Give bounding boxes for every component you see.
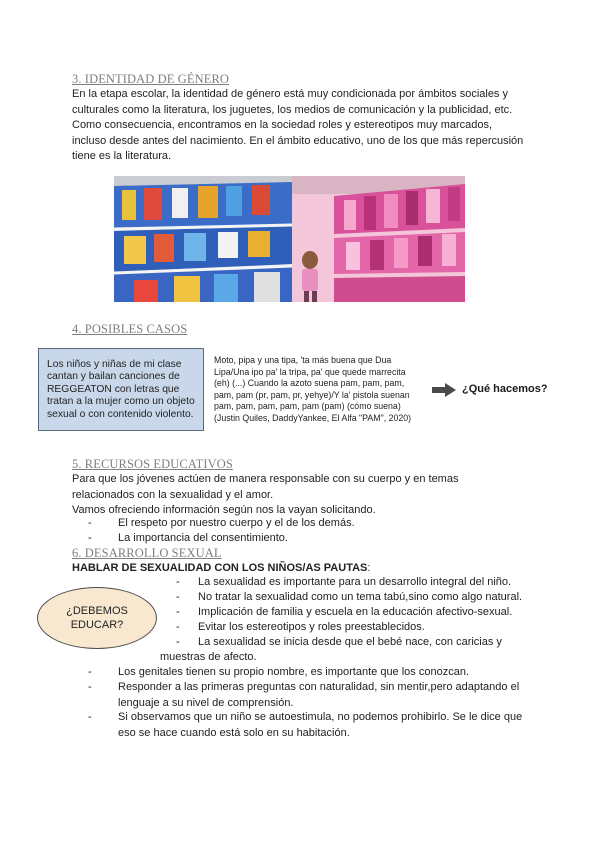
list-item: - La sexualidad es importante para un desarrollo integral del niño. bbox=[176, 576, 512, 588]
section-4-heading: 4. POSIBLES CASOS bbox=[72, 322, 188, 336]
case-line: Los niños y niñas de mi clase bbox=[47, 359, 182, 370]
paragraph-line: relacionados con la sexualidad y el amor. bbox=[72, 488, 274, 501]
lyric-line: Lipa/Una ipo pa' la tripa, pa' que quede marrecita bbox=[214, 366, 406, 377]
lyric-line: pam, pam (pr, pam, pr, yehye)/Y la' pistola suenan bbox=[214, 389, 410, 400]
list-item: - Evitar los estereotipos y roles preestablecidos. bbox=[176, 621, 425, 633]
case-line: sexual o con contenido violento. bbox=[47, 408, 194, 420]
list-item: - Si observamos que un niño se autoestimula, no podemos prohibirlo. Se le dice que eso se hace cuando está solo en su habitación. bbox=[88, 711, 523, 739]
case-line: REGGEATON con letras que bbox=[47, 383, 180, 395]
section-3-heading: 3. IDENTIDAD DE GÉNERO bbox=[72, 72, 230, 86]
lyric-line: Moto, pipa y una tipa, 'ta más buena que Dua bbox=[214, 355, 392, 365]
section-6-subheading: HABLAR DE SEXUALIDAD CON LOS NIÑOS/AS PAUTAS: bbox=[72, 562, 371, 574]
list-item: - La importancia del consentimiento. bbox=[88, 532, 288, 544]
list-item: - Los genitales tienen su propio nombre, es importante que los conozcan. bbox=[88, 666, 469, 678]
paragraph-line: culturales como la literatura, los juguetes, los medios de comunicación y la publicidad, etc. bbox=[72, 103, 513, 116]
section-5-paragraph bbox=[72, 472, 542, 519]
list-item: - No tratar la sexualidad como un tema tabú,sino como algo natural. bbox=[176, 591, 523, 603]
toy-aisle-photo bbox=[114, 176, 465, 302]
lyric-line: (Justin Quiles, DaddyYankee, El Alfa "PAM", 2020) bbox=[214, 412, 412, 423]
case-description-box bbox=[38, 348, 204, 431]
song-lyrics-quote bbox=[214, 355, 428, 425]
list-item-continuation: muestras de afecto. bbox=[160, 651, 257, 663]
paragraph-line: Vamos ofreciendo información según nos la vayan solicitando. bbox=[72, 504, 376, 517]
case-line: tratan a la mujer como un objeto bbox=[47, 396, 195, 408]
oval-line: ¿DEBEMOS bbox=[66, 605, 128, 617]
list-item: - Responder a las primeras preguntas con naturalidad, sin mentir,pero adaptando el lenguaje a su nivel de comprensión. bbox=[88, 681, 520, 709]
right-arrow-icon bbox=[432, 383, 456, 402]
lyric-line: (eh) (...) Cuando la azoto suena pam, pam, pam, bbox=[214, 378, 405, 389]
question-oval bbox=[37, 587, 157, 649]
case-line: cantan y bailan canciones de bbox=[47, 371, 180, 383]
section-6-heading: 6. DESARROLLO SEXUAL bbox=[72, 546, 222, 560]
paragraph-line: En la etapa escolar, la identidad de género está muy condicionada por ámbitos sociales y bbox=[72, 88, 508, 100]
question-label: ¿Qué hacemos? bbox=[462, 383, 548, 395]
paragraph-line: tiene es la literatura. bbox=[72, 150, 172, 163]
paragraph-line: Para que los jóvenes actúen de manera responsable con su cuerpo y en temas bbox=[72, 473, 459, 485]
list-item: - La sexualidad se inicia desde que el bebé nace, con caricias y bbox=[176, 636, 502, 648]
list-item: - Implicación de familia y escuela en la educación afectivo-sexual. bbox=[176, 606, 513, 618]
section-5-heading: 5. RECURSOS EDUCATIVOS bbox=[72, 457, 233, 471]
section-3-paragraph bbox=[72, 87, 542, 165]
lyric-line: pam, pam, pam, pam, pam (pam) (cómo suena) bbox=[214, 401, 401, 412]
list-item: - El respeto por nuestro cuerpo y el de los demás. bbox=[88, 517, 355, 529]
oval-line: EDUCAR? bbox=[70, 619, 124, 631]
toy-aisle-illustration bbox=[114, 176, 465, 302]
paragraph-line: incluso desde antes del nacimiento. En el ámbito educativo, uno de los que más repercusión bbox=[72, 134, 524, 147]
paragraph-line: Como consecuencia, encontramos en la sociedad roles y estereotipos muy marcados, bbox=[72, 119, 493, 132]
